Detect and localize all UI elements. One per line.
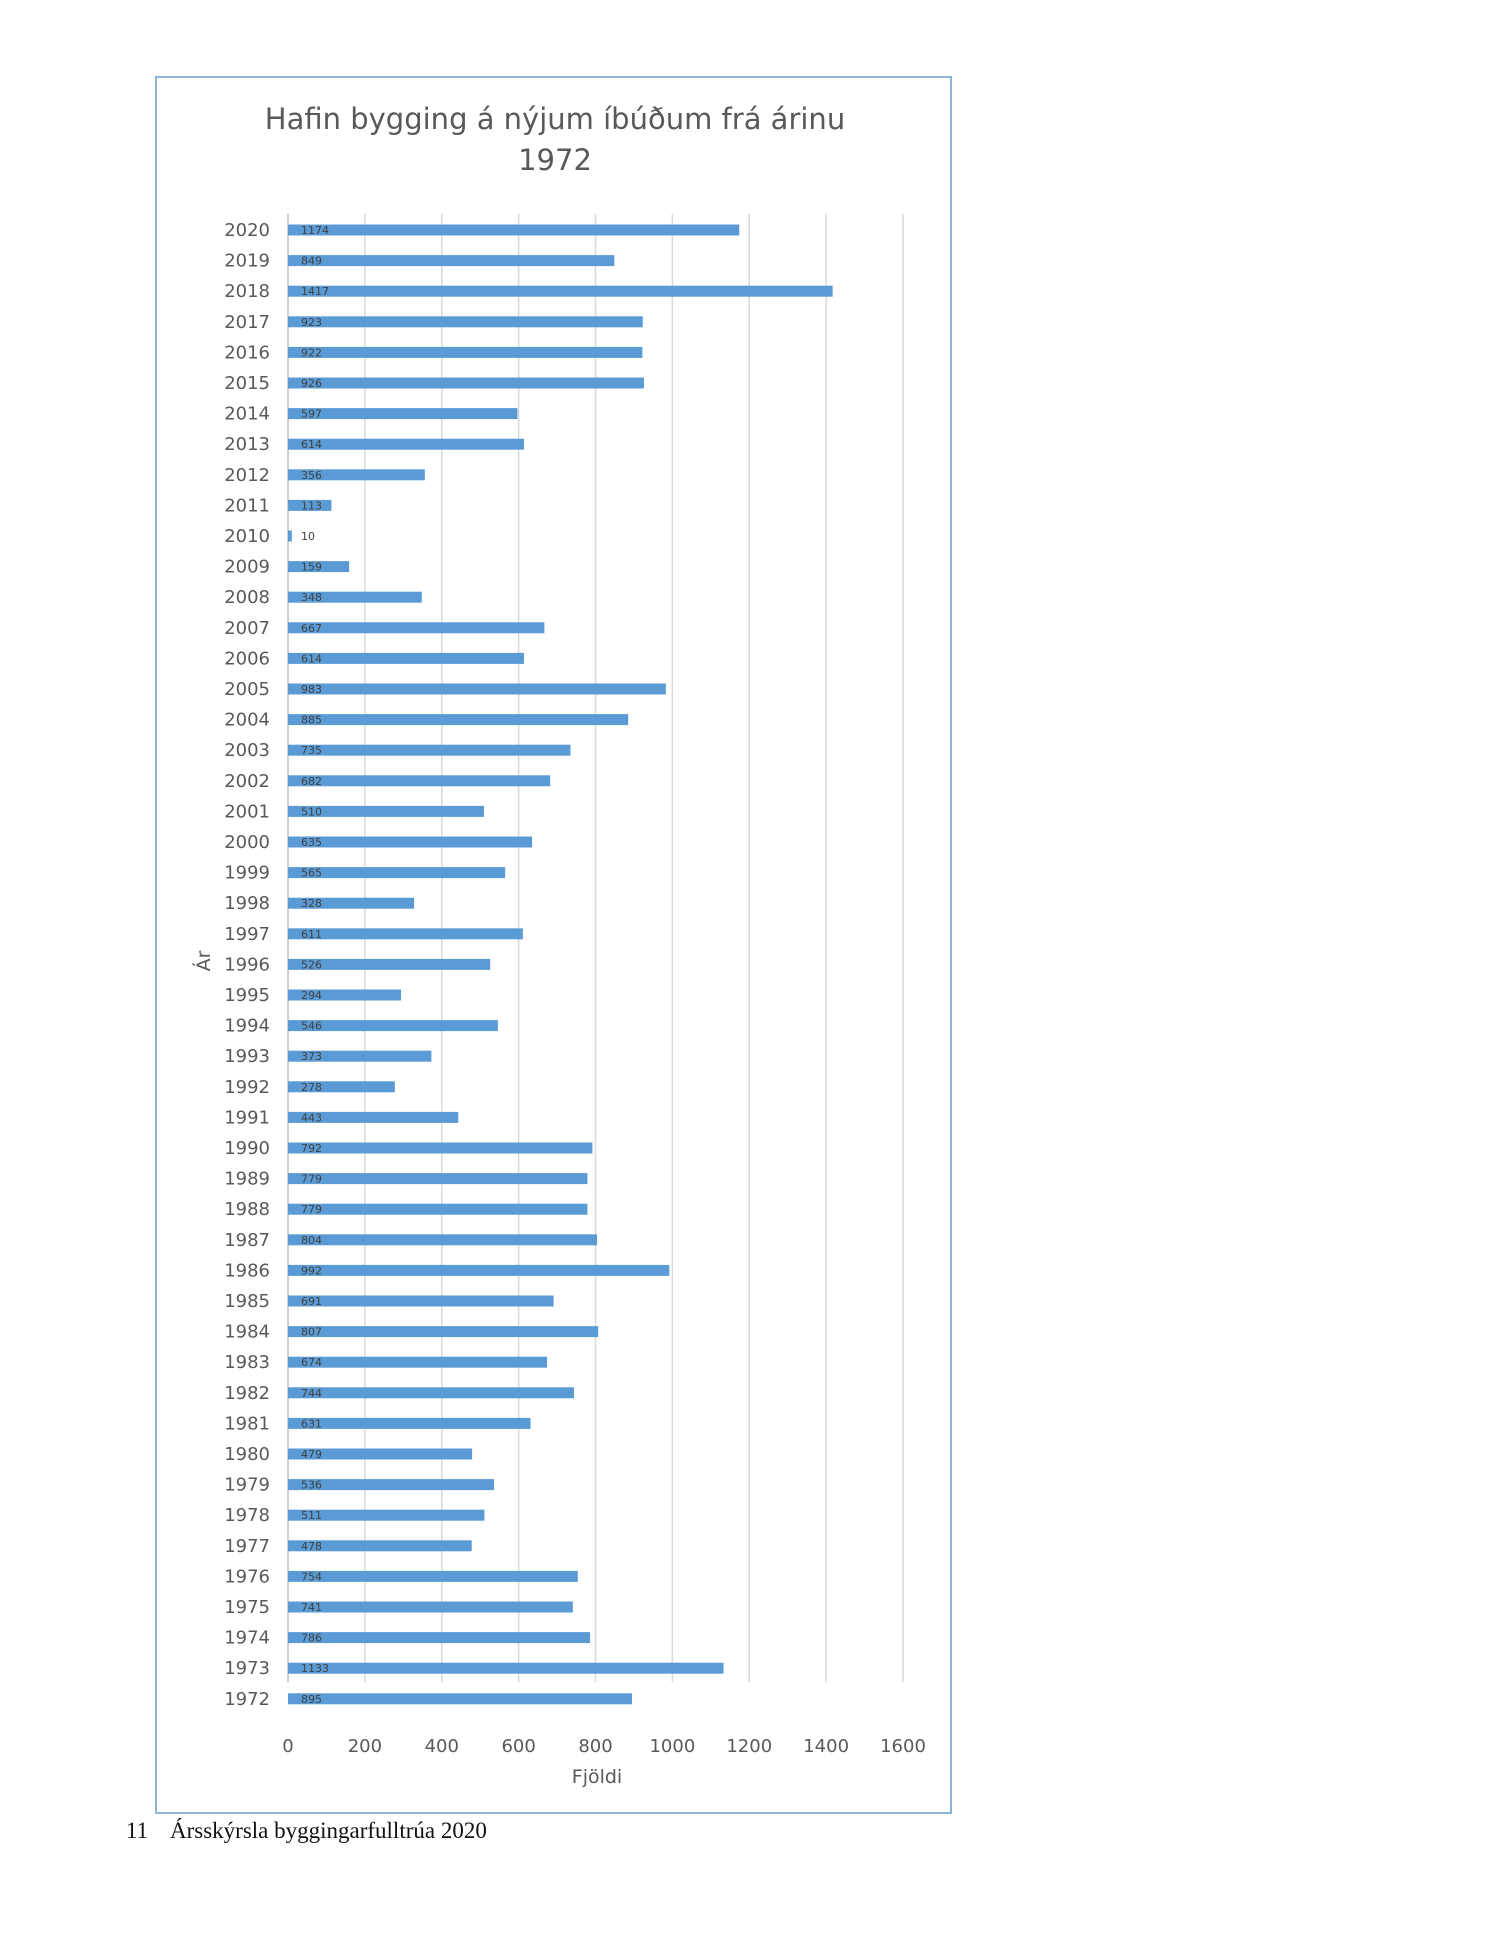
chart-title-line: 1972: [518, 143, 592, 177]
data-label: 159: [301, 560, 322, 574]
x-tick-label: 400: [424, 1736, 459, 1757]
data-label: 667: [301, 621, 322, 635]
bar: [288, 1663, 723, 1674]
data-label: 804: [301, 1233, 322, 1247]
x-tick-label: 0: [282, 1736, 294, 1757]
y-tick-label: 1995: [224, 985, 270, 1006]
bar: [288, 1632, 590, 1643]
data-label: 926: [301, 377, 322, 390]
data-label: 443: [301, 1111, 322, 1125]
y-tick-label: 1994: [224, 1015, 270, 1037]
y-tick-label: 1976: [224, 1566, 270, 1588]
data-label: 779: [301, 1172, 322, 1186]
data-label: 674: [301, 1356, 322, 1370]
y-tick-label: 1991: [224, 1107, 270, 1129]
data-label: 1417: [301, 285, 329, 299]
y-tick-label: 2005: [224, 679, 270, 700]
data-label: 328: [301, 897, 322, 911]
y-tick-label: 1973: [224, 1658, 270, 1680]
data-label: 1174: [301, 224, 329, 237]
y-tick-label: 2011: [224, 495, 270, 517]
y-tick-label: 2002: [224, 770, 270, 792]
y-tick-label: 1972: [224, 1688, 270, 1710]
data-label: 294: [301, 989, 322, 1002]
data-label: 744: [301, 1386, 322, 1400]
y-tick-label: 1978: [224, 1505, 270, 1527]
y-tick-label: 1983: [224, 1352, 270, 1374]
data-label: 922: [301, 346, 322, 360]
bar: [288, 225, 739, 236]
y-tick-label: 1997: [224, 923, 270, 945]
x-tick-label: 1600: [880, 1736, 926, 1757]
page-number: 11: [126, 1818, 149, 1843]
y-tick-label: 1975: [224, 1597, 270, 1618]
data-label: 885: [301, 713, 322, 727]
x-axis-title: Fjöldi: [571, 1766, 623, 1788]
y-tick-label: 1985: [224, 1291, 270, 1312]
x-tick-label: 800: [578, 1736, 613, 1757]
bar: [288, 1204, 587, 1215]
y-tick-label: 2008: [224, 587, 270, 609]
y-tick-label: 2006: [224, 648, 270, 670]
y-tick-label: 1980: [224, 1444, 270, 1465]
data-label: 792: [301, 1142, 322, 1155]
x-tick-label: 1000: [649, 1736, 696, 1757]
y-tick-label: 1993: [224, 1046, 270, 1068]
y-tick-label: 2018: [224, 281, 270, 303]
bar: [288, 1357, 547, 1368]
y-tick-label: 2014: [224, 403, 270, 425]
bar: [288, 378, 644, 389]
chart-title-line: Hafin bygging á nýjum íbúðum frá árinu: [264, 102, 846, 136]
data-label: 526: [301, 958, 322, 972]
data-label: 348: [301, 591, 322, 605]
data-label: 754: [301, 1570, 322, 1584]
data-label: 807: [301, 1325, 322, 1339]
bar: [288, 745, 571, 756]
y-tick-label: 1989: [224, 1168, 270, 1190]
data-label: 614: [301, 438, 322, 452]
bar: [288, 347, 642, 358]
bar: [288, 714, 628, 725]
y-axis-title: Ár: [193, 950, 215, 972]
data-label: 536: [301, 1478, 322, 1492]
y-tick-label: 1986: [224, 1260, 270, 1282]
bar: [288, 775, 550, 786]
page-footer: [126, 1818, 487, 1844]
y-tick-label: 2013: [224, 434, 270, 456]
data-label: 983: [301, 683, 322, 696]
data-label: 278: [301, 1080, 322, 1094]
chart-frame: [155, 76, 952, 1814]
data-label: 373: [301, 1050, 322, 1064]
data-label: 741: [301, 1601, 322, 1614]
y-tick-label: 1984: [224, 1321, 270, 1343]
y-tick-label: 1987: [224, 1229, 270, 1251]
y-tick-label: 1998: [224, 893, 270, 915]
y-tick-label: 2004: [224, 709, 270, 731]
data-label: 895: [301, 1692, 322, 1706]
bar: [288, 684, 666, 695]
y-tick-label: 1988: [224, 1199, 270, 1221]
bar: [288, 531, 292, 542]
x-tick-label: 1200: [726, 1736, 773, 1757]
y-tick-label: 1999: [224, 862, 270, 884]
bar: [288, 1143, 592, 1154]
y-tick-label: 2009: [224, 556, 270, 578]
y-tick-label: 2001: [224, 801, 270, 823]
bar: [288, 408, 517, 419]
data-label: 1133: [301, 1662, 329, 1676]
y-tick-label: 1974: [224, 1627, 270, 1649]
bar: [288, 1571, 578, 1582]
y-tick-label: 2012: [224, 464, 270, 486]
y-tick-label: 1982: [224, 1382, 270, 1404]
bar: [288, 286, 833, 297]
bar: [288, 928, 523, 939]
x-tick-label: 1400: [803, 1736, 850, 1757]
bar-chart: [157, 78, 950, 1812]
data-label: 614: [301, 652, 322, 666]
bar: [288, 1173, 587, 1184]
data-label: 786: [301, 1631, 322, 1645]
bar: [288, 255, 614, 266]
bar: [288, 622, 544, 633]
footer-text: Ársskýrsla byggingarfulltrúa 2020: [170, 1818, 487, 1843]
data-label: 478: [301, 1539, 322, 1553]
y-tick-label: 1977: [224, 1535, 270, 1557]
y-tick-label: 2016: [224, 342, 270, 364]
data-label: 10: [301, 530, 315, 543]
y-tick-label: 2017: [224, 311, 270, 333]
data-label: 779: [301, 1203, 322, 1217]
y-tick-label: 2000: [224, 832, 270, 853]
y-tick-label: 1990: [224, 1138, 270, 1159]
data-label: 923: [301, 315, 322, 329]
data-label: 691: [301, 1295, 322, 1308]
data-label: 113: [301, 499, 322, 513]
y-tick-label: 2007: [224, 617, 270, 639]
data-label: 356: [301, 468, 322, 482]
y-tick-label: 2003: [224, 740, 270, 762]
bar: [288, 316, 643, 327]
bar: [288, 1326, 598, 1337]
bar: [288, 1265, 669, 1276]
y-tick-label: 1992: [224, 1076, 270, 1098]
data-label: 546: [301, 1019, 322, 1033]
y-tick-label: 1979: [224, 1474, 270, 1496]
bar: [288, 1296, 554, 1307]
bar: [288, 439, 524, 450]
x-tick-label: 200: [347, 1736, 383, 1757]
bar: [288, 1418, 531, 1429]
data-label: 682: [301, 774, 322, 788]
data-label: 735: [301, 744, 322, 758]
bar: [288, 653, 524, 664]
x-tick-label: 600: [501, 1736, 536, 1757]
y-tick-label: 2010: [224, 526, 270, 547]
data-label: 992: [301, 1264, 322, 1278]
data-label: 511: [301, 1509, 322, 1523]
data-label: 849: [301, 254, 322, 268]
y-tick-label: 1981: [224, 1413, 270, 1435]
data-label: 635: [301, 836, 322, 849]
y-tick-label: 2020: [224, 220, 270, 241]
y-tick-label: 1996: [224, 954, 270, 976]
bar: [288, 1602, 573, 1613]
bar: [288, 1693, 632, 1704]
data-label: 631: [301, 1417, 322, 1431]
data-label: 510: [301, 805, 322, 819]
data-label: 597: [301, 407, 322, 421]
bar: [288, 1234, 597, 1245]
y-tick-label: 2019: [224, 250, 270, 272]
data-label: 611: [301, 927, 322, 941]
bar: [288, 837, 532, 848]
y-tick-label: 2015: [224, 373, 270, 394]
bar: [288, 1387, 574, 1398]
data-label: 565: [301, 866, 322, 880]
data-label: 479: [301, 1448, 322, 1461]
